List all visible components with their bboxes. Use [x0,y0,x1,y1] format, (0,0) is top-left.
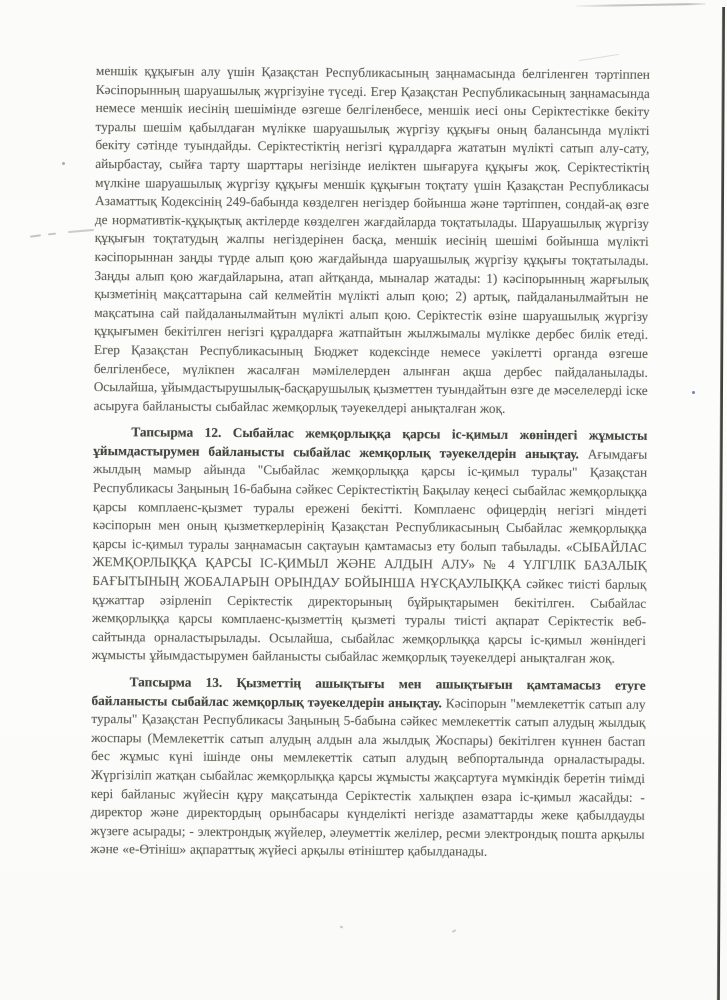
page-top-edge-line [576,3,706,7]
pencil-dash [48,233,56,235]
continuation-paragraph [94,62,650,419]
pencil-dash [30,234,41,238]
scan-speck [340,926,344,929]
scan-crease-mark [579,54,619,61]
task-12-paragraph [92,423,648,669]
pencil-smudge-mark [28,226,100,242]
scan-speck [452,929,456,933]
blue-pen-speck [692,391,695,394]
task-13-heading: Тапсырма 13. Қызметтің ашықтығы мен ашықтығын қамтамасыз етуге байланысты сыбайлас жемқорлық тәуекелдерін анықтау. [91,674,646,711]
continuation-paragraph-text: меншік құқығын алу үшін Қазақстан Республикасының заңнамасында белгіленген тәртіппен Кәсіпорынның шаруашылық жүргізуіне түседі. Егер Қазақстан Республикасының заңнамасында немесе меншік иесінің шешімінде өзгеше белгіленбесе, меншік иесі оны Серіктестікке бекіту туралы шешім қабылдаған мүлікке шаруашылық жүргізу құқығы оның балансында мүлікті бекіту сәтінде туындайды. Серіктестіктің негізгі құралдарға жататын мүлікті сатып алу-сату, айырбастау, сыйға тарту шарттары негізінде иеліктен шығаруға құқығы жоқ. Серіктестіктің мүлкіне шаруашылық жүргізу құқығы меншік құқығын тоқтату үшін Қазақстан Республикасы Азаматтық Кодексінің 249-бабында көзделген негіздер бойынша және тәртіппен, сондай-ақ өзге де нормативтік-құқықтық актілерде көзделген жағдайларда тоқтатылады. Шаруашылық жүргізу құқығын тоқтатудың жалпы негіздерінен басқа, меншік иесінің шешімі бойынша мүлікті кәсіпорыннан заңды түрде алып қою жағдайында шаруашылық жүргізу құқығы тоқтатылады. Заңды алып қою жағдайларына, атап айтқанда, мыналар жатады: 1) кәсіпорынның жарғылық қызметінің мақсаттарына сай келмейтін мүлікті алып қою; 2) артық, пайдаланылмайтын не мақсатына сай пайдаланылмайтын мүлікті алып қою. Серіктестік өзіне шаруашылық жүргізу құқығымен бекітілген негізгі құралдарға жатпайтын жылжымалы мүлікке дербес билік етеді. Егер Қазақстан Республикасының Бюджет кодексінде немесе уәкілетті органда өзгеше белгіленбесе, мүлікпен жасалған мәмілелерден алынған ақша дербес пайдаланылады. Осылайша, ұйымдастырушылық-басқарушылық қызметтен туындайтын өзге де мәселелерді іске асыруға байланысты сыбайлас жемқорлық тәуекелдері анықталған жоқ. [93,62,650,416]
page-right-edge-line [717,7,725,1000]
task-13-body: Кәсіпорын "мемлекеттік сатып алу туралы" Қазақстан Республикасы Заңының 5-бабына сәйкес мемлекеттік сатып алудың жылдық жоспары (Мемлекеттік сатып алудың алдын ала жылдық Жоспары) бекітілген күннен бастап бес жұмыс күні ішінде оны мемлекеттік сатып алудың вебпорталында орналастырады. Жүргізіліп жатқан сыбайлас жемқорлыққа қарсы жұмысты жақсартуға мүмкіндік беретін тиімді кері байланыс жүйесін құру мақсатында Серіктестік халықпен өзара іс-қимыл жасайды: - директор және директордың орынбасары күнделікті негізде азаматтарды жеке қабылдауды жүзеге асырады; - электрондық жүйелер, әлеуметтік желілер, ресми электрондық пошта арқылы және «е-Өтініш» ақпараттық жүйесі арқылы өтініштер қабылданады. [90,695,646,860]
task-12-heading: Тапсырма 12. Сыбайлас жемқорлыққа қарсы іс-қимыл жөніндегі жұмысты ұйымдастырумен байланысты сыбайлас жемқорлық тәуекелдерін анықтау. [93,424,648,462]
document-text [90,62,650,863]
ink-dot-mark [62,162,65,165]
task-13-paragraph [90,673,645,863]
task-12-body: Ағымдағы жылдың мамыр айында "Сыбайлас жемқорлыққа қарсы іс-қимыл туралы" Қазақстан Республикасы Заңының 16-бабына сәйкес Серіктестіктің Бақылау кеңесі сыбайлас жемқорлыққа қарсы комплаенс-қызмет туралы ережені бекітті. Комплаенс офицердің негізгі міндеті кәсіпорын мен оның қызметкерлерінің Қазақстан Республикасының Сыбайлас жемқорлыққа қарсы іс-қимыл туралы заңнамасын сақтауын қамтамасыз ету болып табылады. «СЫБАЙЛАС ЖЕМҚОРЛЫҚҚА ҚАРСЫ ІС-ҚИМЫЛ ЖӘНЕ АЛДЫН АЛУ» № 4 ҮЛГІЛІК БАЗАЛЫҚ БАҒЫТЫНЫҢ ЖОБАЛАРЫН ОРЫНДАУ БОЙЫНША НҰСҚАУЛЫҚҚА сәйкес тиісті барлық құжаттар әзірленіп Серіктестік директорының бұйрықтарымен бекітілген. Сыбайлас жемқорлыққа қарсы комплаенс-қызметтің қызметі туралы тиісті ақпарат Серіктестік веб-сайтында орналастырылады. Осылайша, сыбайлас жемқорлыққа қарсы іс-қимыл жөніндегі жұмысты ұйымдастырумен байланысты сыбайлас жемқорлық тәуекелдері анықталған жоқ. [91,446,648,667]
pencil-dash [68,229,94,233]
